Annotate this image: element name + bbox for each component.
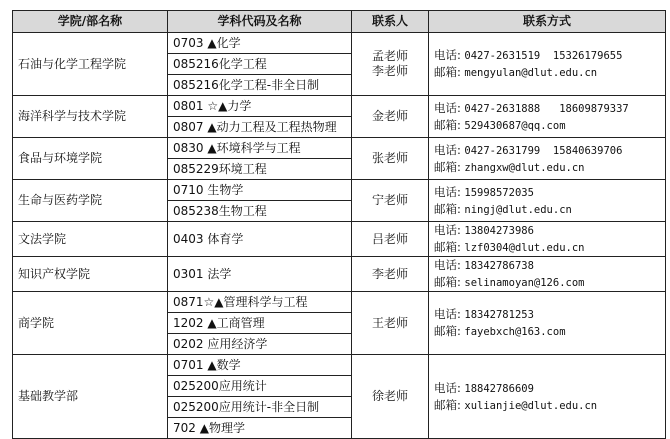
phone-value: 0427-2631519 15326179655 (464, 50, 623, 62)
teacher-name: 徐老师 (371, 389, 408, 403)
table-row (13, 96, 666, 117)
email-line (434, 64, 660, 81)
subject-cell: 0202 应用经济学 (168, 334, 352, 355)
phone-line (434, 306, 660, 323)
phone-value: 15998572035 (464, 186, 534, 199)
email-line (434, 117, 660, 134)
contact-person (352, 292, 429, 355)
contact-person (352, 33, 429, 96)
subject-cell: 085238生物工程 (168, 201, 352, 222)
college-name: 商学院 (13, 292, 168, 355)
contact-info (429, 96, 666, 138)
table-body (13, 33, 666, 439)
contact-info (429, 138, 666, 180)
contact-info (429, 33, 666, 96)
teacher-name: 张老师 (371, 151, 408, 165)
contact-info (429, 355, 666, 439)
email-label: 邮箱: (434, 201, 461, 216)
college-name: 知识产权学院 (13, 257, 168, 292)
contact-info (429, 257, 666, 292)
email-value: lzf0304@dlut.edu.cn (464, 242, 585, 254)
email-line (434, 239, 660, 256)
table-row (13, 257, 666, 292)
phone-label: 电话: (434, 48, 461, 62)
header-contact-person: 联系人 (352, 11, 429, 33)
email-label: 邮箱: (434, 397, 461, 412)
table-row (13, 292, 666, 313)
phone-label: 电话: (434, 307, 461, 321)
email-line (434, 201, 660, 218)
subject-cell: 085216化学工程-非全日制 (168, 75, 352, 96)
header-college: 学院/部名称 (13, 11, 168, 33)
contact-person (352, 222, 429, 257)
email-value: selinamoyan@126.com (464, 277, 585, 289)
phone-label: 电话: (434, 184, 461, 199)
contact-info (429, 222, 666, 257)
phone-line (434, 184, 660, 201)
contact-info (429, 180, 666, 222)
subject-cell: 025200应用统计-非全日制 (168, 397, 352, 418)
header-row (13, 11, 666, 33)
contact-person (352, 355, 429, 439)
table-row (13, 33, 666, 54)
email-label: 邮箱: (434, 159, 461, 174)
teacher-name: 李老师 (371, 64, 408, 78)
email-value: xulianjie@dlut.edu.cn (464, 399, 598, 412)
subject-cell: 0403 体育学 (168, 222, 352, 257)
teacher-name: 王老师 (371, 315, 408, 330)
table-row (13, 138, 666, 159)
phone-line (434, 100, 660, 117)
phone-label: 电话: (434, 380, 461, 395)
phone-value: 18342786738 (464, 260, 534, 272)
subject-cell: 702 ▲物理学 (168, 418, 352, 439)
phone-line (434, 222, 660, 239)
subject-cell: 025200应用统计 (168, 376, 352, 397)
phone-value: 0427-2631888 18609879337 (464, 102, 629, 115)
contact-person (352, 180, 429, 222)
subject-cell: 085216化学工程 (168, 54, 352, 75)
teacher-name: 金老师 (371, 109, 408, 123)
email-line (434, 323, 660, 340)
college-name: 食品与环境学院 (13, 138, 168, 180)
subject-cell: 0703 ▲化学 (168, 33, 352, 54)
subject-cell: 0830 ▲环境科学与工程 (168, 138, 352, 159)
subject-cell: 1202 ▲工商管理 (168, 313, 352, 334)
phone-value: 13804273986 (464, 225, 534, 237)
subject-cell: 085229环境工程 (168, 159, 352, 180)
phone-label: 电话: (434, 258, 461, 272)
college-name: 基础教学部 (13, 355, 168, 439)
college-name: 文法学院 (13, 222, 168, 257)
contact-table (12, 10, 666, 439)
phone-line (434, 257, 660, 274)
email-value: fayebxch@163.com (464, 326, 566, 338)
email-label: 邮箱: (434, 240, 461, 254)
teacher-name: 李老师 (371, 266, 408, 281)
contact-person (352, 96, 429, 138)
phone-line (434, 142, 660, 159)
college-name: 海洋科学与技术学院 (13, 96, 168, 138)
teacher-name: 吕老师 (371, 231, 408, 246)
subject-cell: 0807 ▲动力工程及工程热物理 (168, 117, 352, 138)
subject-cell: 0710 生物学 (168, 180, 352, 201)
contact-info (429, 292, 666, 355)
phone-value: 18842786609 (464, 382, 534, 395)
college-name: 生命与医药学院 (13, 180, 168, 222)
email-label: 邮箱: (434, 324, 461, 338)
phone-line (434, 47, 660, 64)
contact-person (352, 138, 429, 180)
teacher-name: 宁老师 (371, 193, 408, 207)
table-row (13, 222, 666, 257)
subject-cell: 0871☆▲管理科学与工程 (168, 292, 352, 313)
subject-cell: 0701 ▲数学 (168, 355, 352, 376)
phone-label: 电话: (434, 142, 461, 157)
phone-label: 电话: (434, 100, 461, 115)
phone-value: 0427-2631799 15840639706 (464, 144, 623, 157)
header-subject: 学科代码及名称 (168, 11, 352, 33)
email-line (434, 397, 660, 414)
subject-cell: 0301 法学 (168, 257, 352, 292)
email-value: zhangxw@dlut.edu.cn (464, 161, 585, 174)
email-label: 邮箱: (434, 275, 461, 289)
teacher-name: 孟老师 (371, 49, 408, 63)
email-value: ningj@dlut.edu.cn (464, 203, 572, 216)
table-row (13, 355, 666, 376)
subject-cell: 0801 ☆▲力学 (168, 96, 352, 117)
email-value: mengyulan@dlut.edu.cn (464, 67, 598, 79)
email-value: 529430687@qq.com (464, 119, 566, 132)
college-name: 石油与化学工程学院 (13, 33, 168, 96)
contact-person (352, 257, 429, 292)
table-row (13, 180, 666, 201)
phone-value: 18342781253 (464, 309, 534, 321)
header-contact-info: 联系方式 (429, 11, 666, 33)
phone-line (434, 380, 660, 397)
email-line (434, 274, 660, 291)
email-label: 邮箱: (434, 65, 461, 79)
email-line (434, 159, 660, 176)
phone-label: 电话: (434, 223, 461, 237)
email-label: 邮箱: (434, 117, 461, 132)
